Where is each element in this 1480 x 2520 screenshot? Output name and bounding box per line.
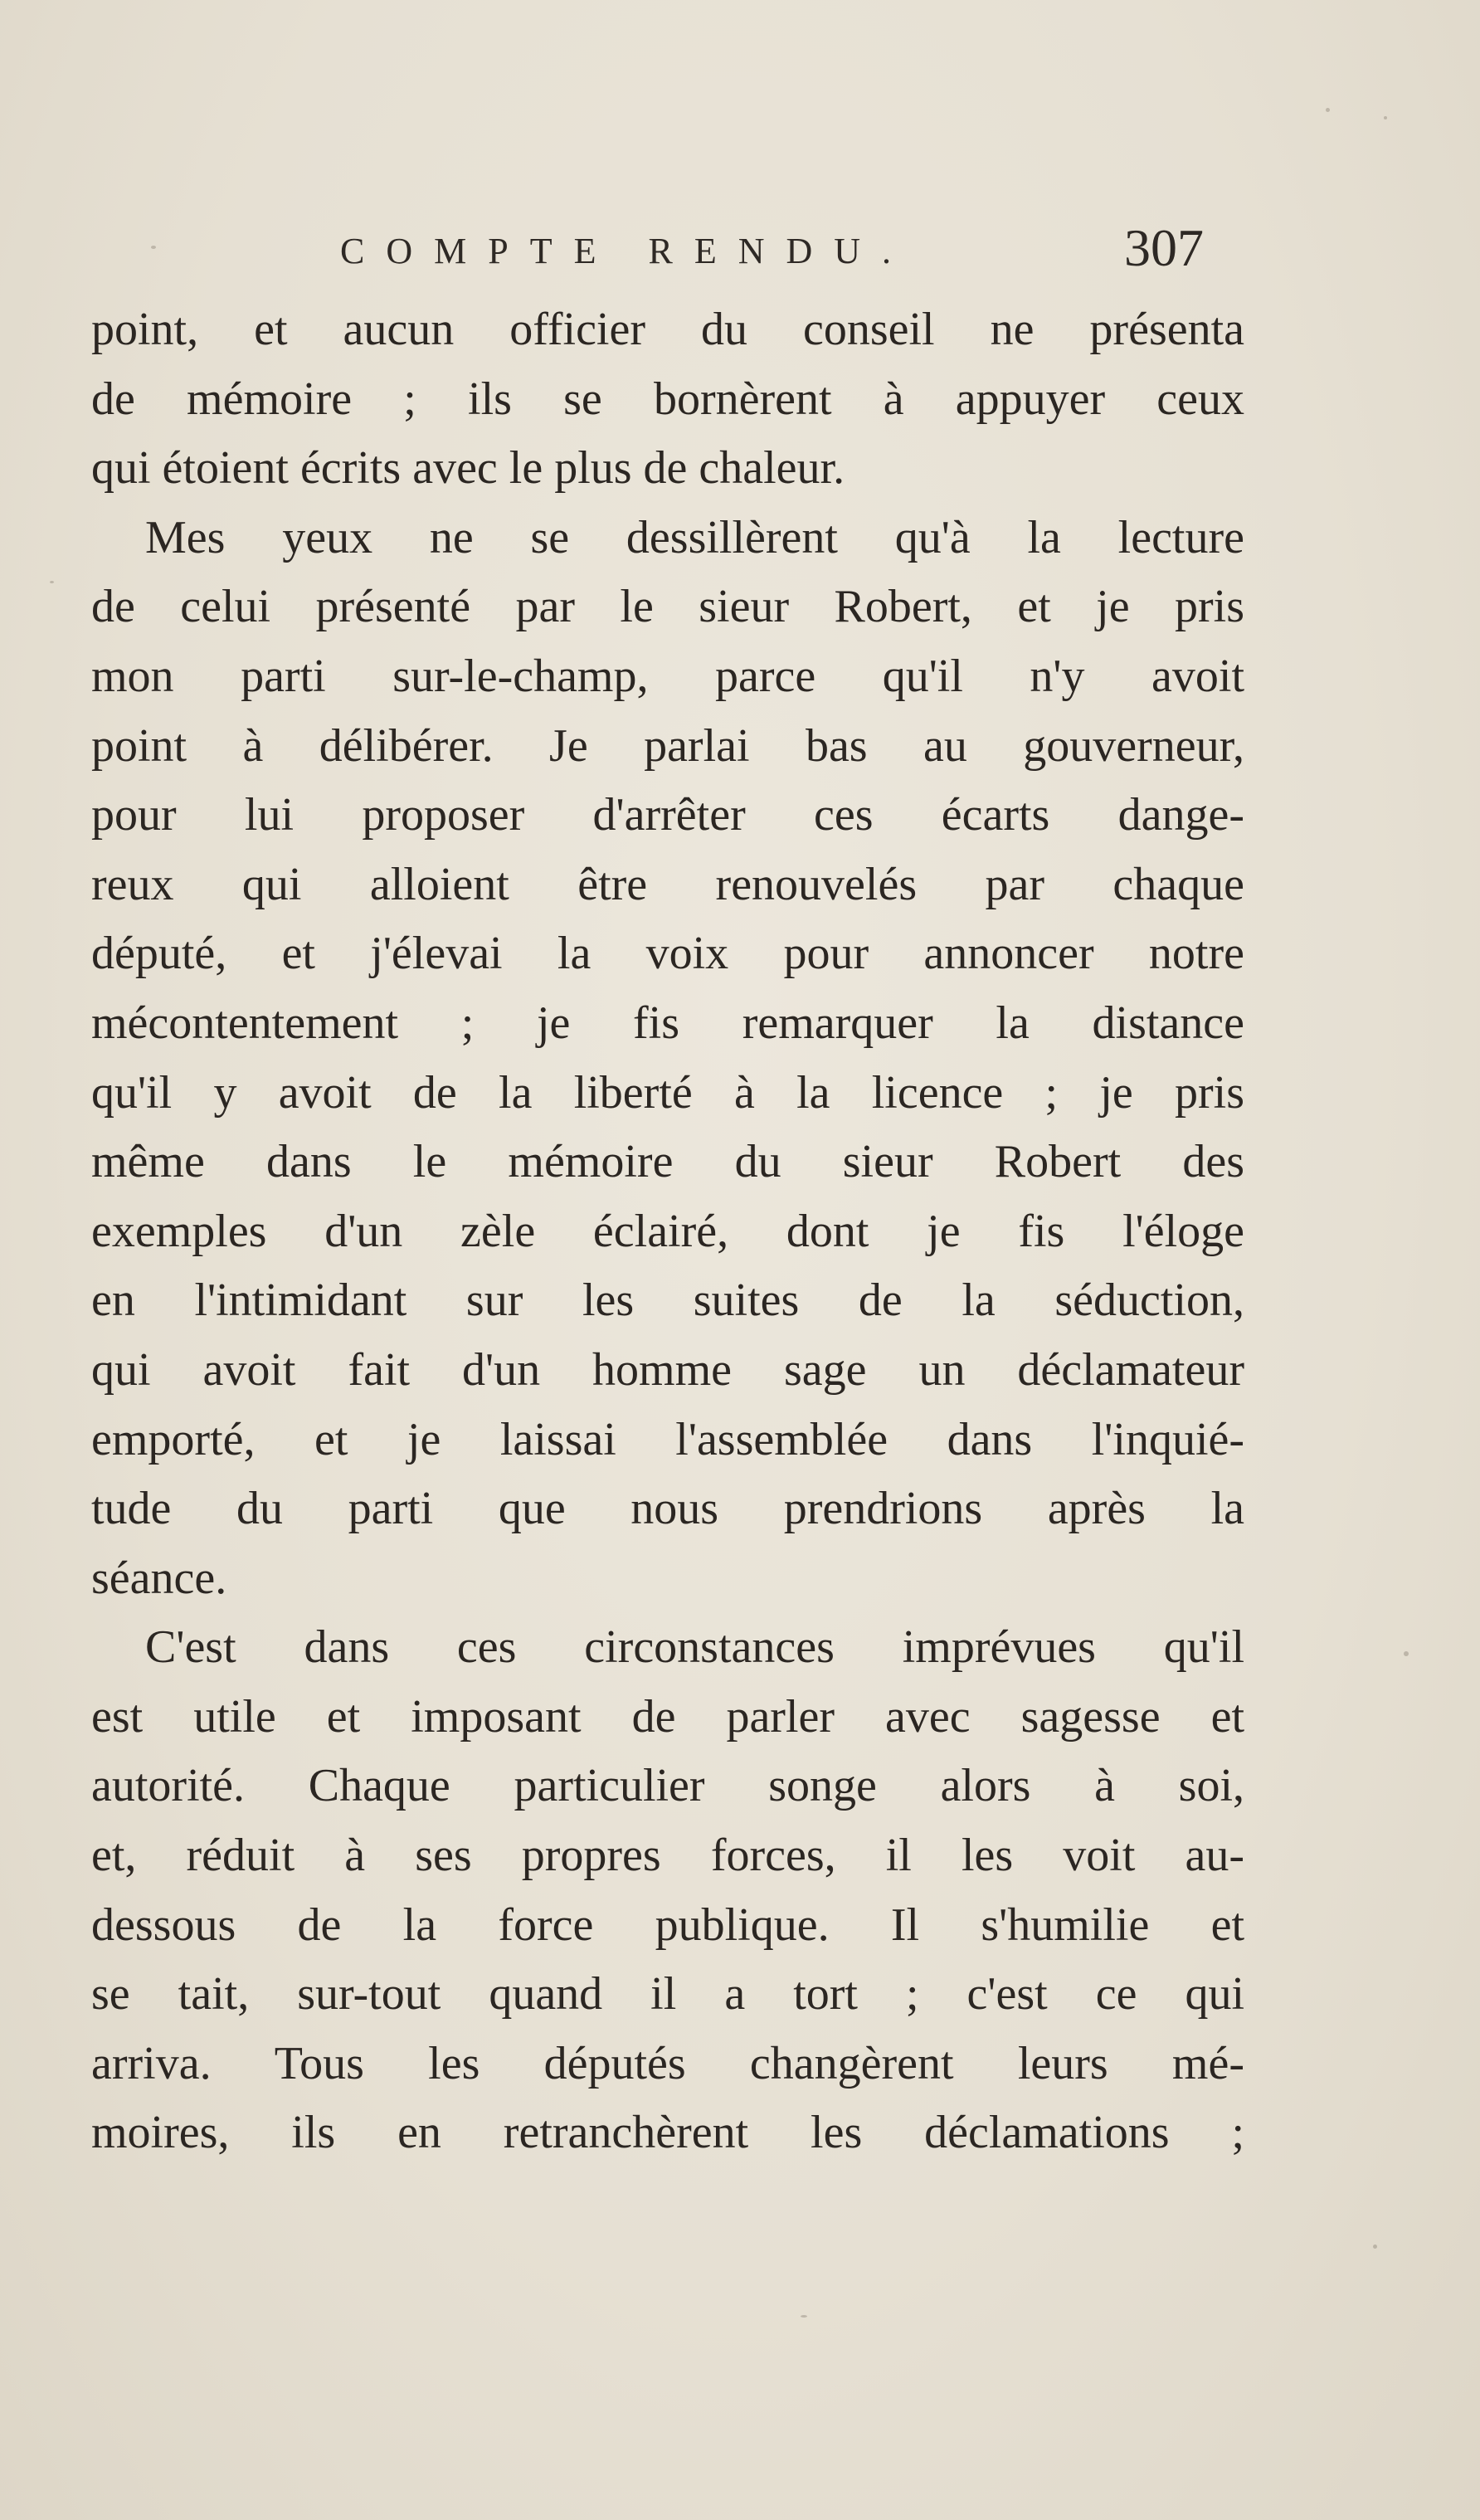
paper-speck <box>1326 108 1330 112</box>
text-line: moires, ils en retranchèrent les déclamations ; <box>91 2107 1244 2159</box>
text-line: séance. <box>91 1552 227 1604</box>
text-line: mécontentement ; je fis remarquer la distance <box>91 997 1244 1049</box>
text-line: de mémoire ; ils se bornèrent à appuyer ceux <box>91 373 1244 425</box>
text-line: emporté, et je laissai l'assemblée dans l'inquié- <box>91 1413 1244 1465</box>
text-line: reux qui alloient être renouvelés par chaque <box>91 858 1244 910</box>
body-text <box>91 295 1244 2168</box>
paper-speck <box>801 2315 807 2318</box>
text-line: député, et j'élevai la voix pour annoncer notre <box>91 928 1244 980</box>
text-line: exemples d'un zèle éclairé, dont je fis l'éloge <box>91 1205 1244 1257</box>
text-line: point, et aucun officier du conseil ne présenta <box>91 304 1244 355</box>
text-line: pour lui proposer d'arrêter ces écarts dange- <box>91 789 1244 841</box>
paper-speck <box>50 581 54 583</box>
text-line: C'est dans ces circonstances imprévues qu'il <box>145 1621 1244 1674</box>
paper-speck <box>1404 1651 1409 1656</box>
text-line: en l'intimidant sur les suites de la séduction, <box>91 1275 1244 1327</box>
text-line: autorité. Chaque particulier songe alors à soi, <box>91 1760 1244 1812</box>
text-line: qui étoient écrits avec le plus de chaleur. <box>91 442 845 495</box>
text-line: qui avoit fait d'un homme sage un déclamateur <box>91 1343 1244 1396</box>
text-line: se tait, sur-tout quand il a tort ; c'est ce qui <box>91 1968 1244 2020</box>
text-line: Mes yeux ne se dessillèrent qu'à la lecture <box>145 511 1244 563</box>
text-line: qu'il y avoit de la liberté à la licence ; je pris <box>91 1066 1244 1119</box>
text-line: de celui présenté par le sieur Robert, et je pris <box>91 581 1244 633</box>
text-line: et, réduit à ses propres forces, il les voit au- <box>91 1830 1244 1882</box>
page-number: 307 <box>1124 218 1204 277</box>
running-head <box>91 218 1253 280</box>
text-line: mon parti sur-le-champ, parce qu'il n'y avoit <box>91 650 1244 702</box>
paper-speck <box>151 246 156 249</box>
text-line: est utile et imposant de parler avec sagesse et <box>91 1690 1244 1743</box>
text-line: même dans le mémoire du sieur Robert des <box>91 1136 1244 1188</box>
text-line: dessous de la force publique. Il s'humilie et <box>91 1899 1244 1951</box>
running-title: COMPTE RENDU. <box>340 231 913 271</box>
text-line: arriva. Tous les députés changèrent leurs mé- <box>91 2037 1244 2089</box>
text-line: tude du parti que nous prendrions après la <box>91 1483 1244 1535</box>
paper-speck <box>1384 116 1387 119</box>
text-line: point à délibérer. Je parlai bas au gouverneur, <box>91 719 1244 772</box>
paper-speck <box>1373 2245 1377 2249</box>
